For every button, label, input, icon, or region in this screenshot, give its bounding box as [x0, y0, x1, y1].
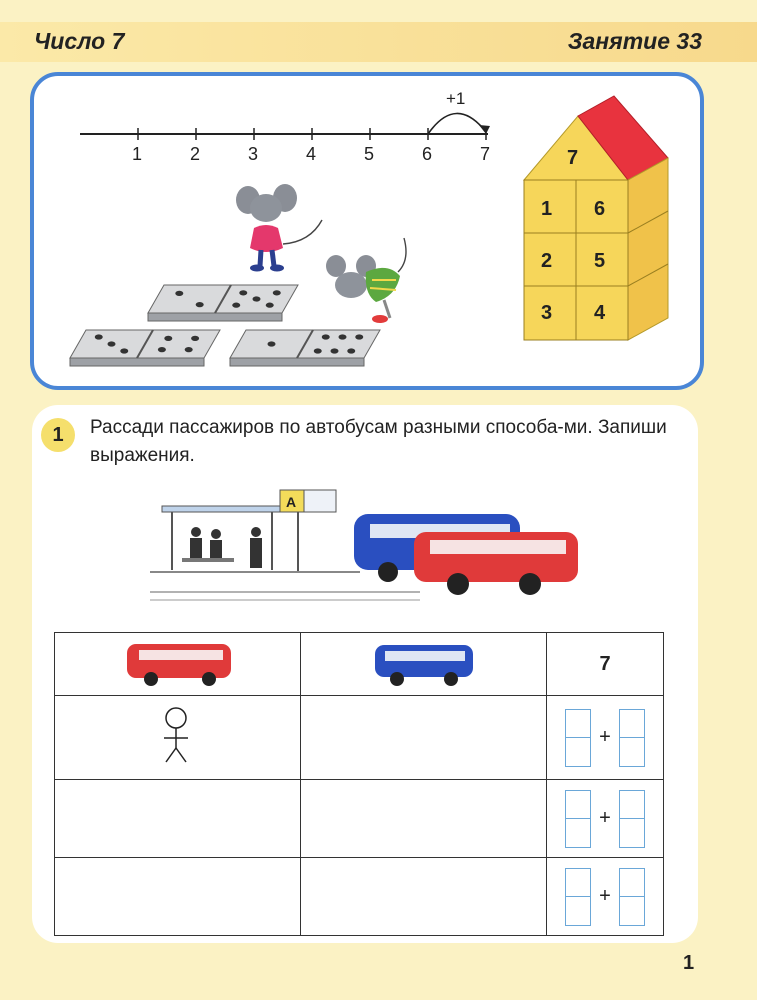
- blue-bus-cell-3[interactable]: [301, 858, 547, 936]
- header-left-title: Число 7: [34, 28, 125, 54]
- number-line-label: 1: [132, 144, 143, 164]
- number-line-label: 2: [190, 144, 201, 164]
- blue-bus-cell-2[interactable]: [301, 780, 547, 858]
- mouse-standing: [236, 184, 322, 272]
- domino: [148, 285, 298, 321]
- answer-box[interactable]: [619, 709, 645, 767]
- page-number: 1: [683, 952, 695, 974]
- number-line-label: 3: [248, 144, 259, 164]
- task-number-badge: 1: [41, 418, 75, 452]
- answer-box[interactable]: [619, 868, 645, 926]
- domino-pip: [331, 348, 339, 353]
- red-bus: [414, 532, 578, 595]
- domino-pip: [266, 303, 274, 308]
- header-red-bus: [55, 633, 301, 696]
- bus-stop-scene: [0, 480, 757, 610]
- domino: [230, 330, 380, 366]
- dominoes-group: [70, 285, 380, 366]
- number-line-label: 7: [480, 144, 491, 164]
- red-bus-cell-1[interactable]: [55, 696, 301, 780]
- number-line-label: 4: [306, 144, 317, 164]
- domino-pip: [108, 341, 116, 346]
- plus-sign: +: [599, 885, 611, 907]
- red-bus-cell-3[interactable]: [55, 858, 301, 936]
- domino-pip: [239, 290, 247, 295]
- domino-pip: [158, 347, 166, 352]
- domino-pip: [185, 347, 193, 352]
- header-blue-bus: [301, 633, 547, 696]
- house-cell: 1: [541, 198, 553, 220]
- answer-table: [54, 632, 664, 936]
- mouse-crouching: [326, 238, 406, 323]
- jump-arc: [428, 113, 486, 134]
- task-instruction: Рассади пассажиров по автобусам разными способа-ми. Запиши выражения.: [90, 417, 667, 466]
- expression-cell-1: [547, 696, 664, 780]
- number-line: [80, 89, 490, 164]
- domino-pip: [196, 302, 204, 307]
- domino-pip: [314, 348, 322, 353]
- number-line-label: 6: [422, 144, 433, 164]
- answer-box[interactable]: [565, 709, 591, 767]
- domino-pip: [322, 334, 330, 339]
- domino-pip: [355, 334, 363, 339]
- expression-cell-2: [547, 780, 664, 858]
- domino-pip: [120, 348, 128, 353]
- domino-pip: [164, 336, 172, 341]
- domino-pip: [232, 303, 240, 308]
- expression-cell-3: [547, 858, 664, 936]
- plus-sign: +: [599, 807, 611, 829]
- answer-box[interactable]: [619, 790, 645, 848]
- blue-bus-cell-1[interactable]: [301, 696, 547, 780]
- house-cell: 4: [594, 302, 606, 324]
- stick-figure-icon: [55, 696, 300, 774]
- domino-pip: [268, 341, 276, 346]
- domino-pip: [273, 290, 281, 295]
- domino-pip: [95, 334, 103, 339]
- red-bus-cell-2[interactable]: [55, 780, 301, 858]
- plus-sign: +: [599, 726, 611, 748]
- domino-pip: [339, 334, 347, 339]
- answer-box[interactable]: [565, 868, 591, 926]
- house-cell: 5: [594, 250, 606, 272]
- house: [524, 96, 668, 340]
- header-right-title: Занятие 33: [567, 28, 702, 54]
- bus-stop-shelter: [150, 490, 360, 572]
- house-cell: 3: [541, 302, 553, 324]
- domino-pip: [253, 296, 261, 301]
- jump-label: +1: [446, 89, 466, 108]
- domino: [70, 330, 220, 366]
- illustration: [0, 0, 757, 400]
- red-bus-icon: [55, 633, 300, 690]
- domino-pip: [347, 348, 355, 353]
- domino-pip: [191, 336, 199, 341]
- bus-stop-sign-letter: А: [286, 494, 297, 510]
- domino-pip: [175, 291, 183, 296]
- house-roof-number: 7: [567, 147, 579, 169]
- answer-box[interactable]: [565, 790, 591, 848]
- house-cell: 6: [594, 198, 606, 220]
- blue-bus-icon: [301, 633, 546, 690]
- header-total: 7: [547, 633, 664, 696]
- house-cell: 2: [541, 250, 553, 272]
- number-line-label: 5: [364, 144, 375, 164]
